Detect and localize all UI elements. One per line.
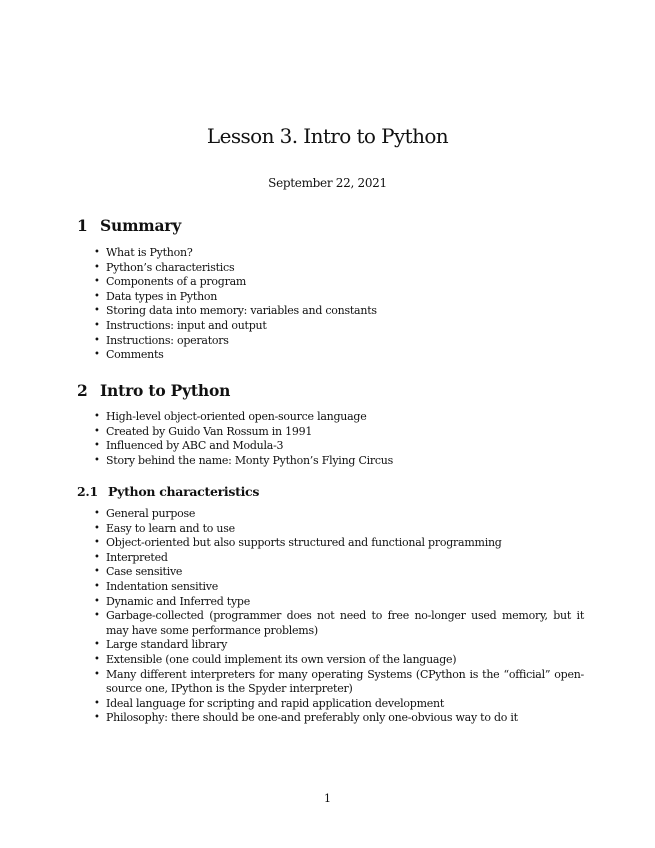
section-heading-summary: [77, 216, 181, 235]
characteristics-list: [94, 507, 584, 726]
list-item: • Indentation sensitive: [94, 580, 584, 595]
list-item: • Instructions: input and output: [94, 319, 584, 334]
subsection-title: Python characteristics: [108, 484, 260, 499]
document-date: September 22, 2021: [268, 176, 387, 190]
subsection-number: 2.1: [77, 484, 98, 499]
section-number: 1: [77, 216, 88, 235]
intro-list: [94, 410, 584, 468]
section-heading-intro: [77, 381, 230, 400]
list-item: • Philosophy: there should be one-and preferably only one-obvious way to do it: [94, 711, 584, 726]
list-item: • High-level object-oriented open-source language: [94, 410, 584, 425]
subsection-heading-characteristics: [77, 484, 259, 499]
list-item: • Interpreted: [94, 551, 584, 566]
list-item: • Dynamic and Inferred type: [94, 595, 584, 610]
list-item: • Large standard library: [94, 638, 584, 653]
summary-list: [94, 246, 584, 363]
section-title: Summary: [100, 216, 182, 235]
list-item: • Extensible (one could implement its own version of the language): [94, 653, 584, 668]
document-title: Lesson 3. Intro to Python: [206, 124, 449, 148]
list-item: • What is Python?: [94, 246, 584, 261]
list-item: • Storing data into memory: variables and constants: [94, 304, 584, 319]
list-item: • Garbage-collected (programmer does not need to free no-longer used memory, but it may have some performance problems): [94, 609, 584, 638]
section-title: Intro to Python: [100, 381, 231, 400]
list-item: • Ideal language for scripting and rapid application development: [94, 697, 584, 712]
list-item: • General purpose: [94, 507, 584, 522]
section-number: 2: [77, 381, 88, 400]
list-item: • Influenced by ABC and Modula-3: [94, 439, 584, 454]
list-item: • Object-oriented but also supports structured and functional programming: [94, 536, 584, 551]
list-item: • Easy to learn and to use: [94, 522, 584, 537]
list-item: • Data types in Python: [94, 290, 584, 305]
list-item: • Many different interpreters for many operating Systems (CPython is the “official” open-source one, IPython is the Spyder interpreter): [94, 668, 584, 697]
list-item: • Python’s characteristics: [94, 261, 584, 276]
list-item: • Story behind the name: Monty Python’s Flying Circus: [94, 454, 584, 469]
list-item: • Comments: [94, 348, 584, 363]
list-item: • Instructions: operators: [94, 334, 584, 349]
list-item: • Components of a program: [94, 275, 584, 290]
list-item: • Created by Guido Van Rossum in 1991: [94, 425, 584, 440]
page-number: 1: [324, 792, 331, 805]
list-item: • Case sensitive: [94, 565, 584, 580]
